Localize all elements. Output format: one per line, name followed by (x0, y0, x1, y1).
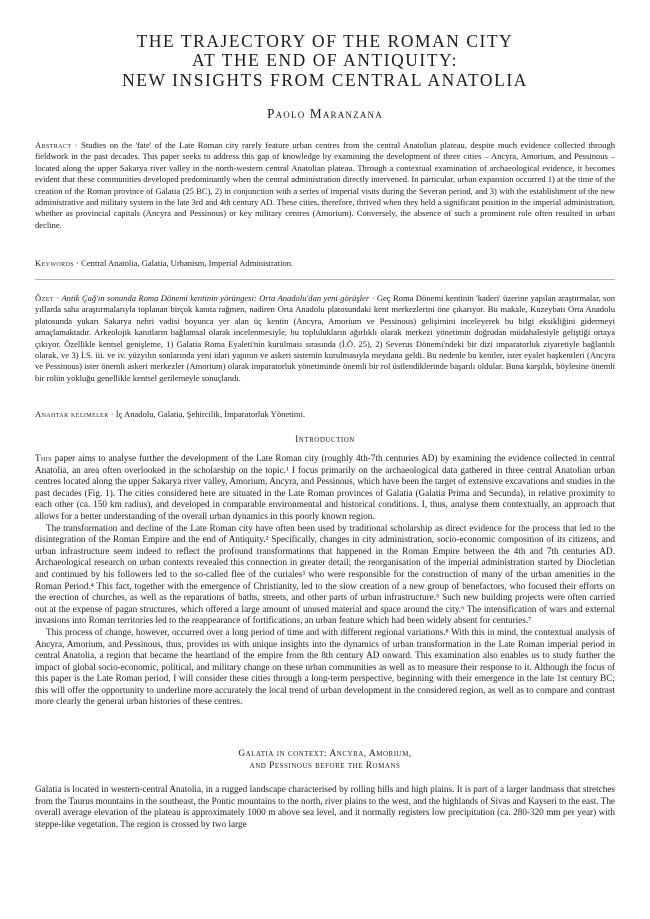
galatia-heading-line-2: and Pessinous before the Romans (249, 761, 401, 772)
anahtar-text: İç Anadolu, Galatia, Şehircilik, İmparatorluk Yönetimi. (115, 409, 306, 419)
keywords-label: Keywords (35, 258, 75, 268)
anahtar-label: Anahtar kelimeler (35, 409, 109, 419)
keywords (35, 258, 615, 269)
galatia-section-body (35, 784, 615, 830)
abstract (35, 140, 615, 231)
ozet-text: · Geç Roma Dönemi kentinin 'kaderi' üzerine yapılan araştırmalar, son yıllarda saha araştırmalarıyla toplanan birçok kanıta rağmen, nadiren Orta Anadolu platosundaki kent merkezlerini öne çıkarıyor. Bu makale, Kuzeybatı Orta Anadolu platosunda yukarı Sakarya nehri vadisi boyunca yer alan üç kentin (Ancyra, Amorium ve Pessinous) gelişimini inceleyerek bu bilgi eksikliğini gidermeyi amaçlamaktadır. Arkeolojik kanıtların bağlamsal olarak incelenmesiyle, bu toplulukların ağırlıklı olarak merkezi yönetimin doğrudan müdahalesiyle geliştiği ortaya çıkıyor. Özellikle kentsel genişleme, 1) Galatia Roma Eyaleti'nin kurulması sırasında (İ.Ö. 25), 2) Severus Dönemi'ndeki bir dizi imparatorluk ziyaretiyle bağlantılı olarak, ve 3) İ.S. iii. ve iv. yüzyılın sonlarında yeni idari yapının ve askeri sistemin kurulmasıyla meydana geldi. Bu nedenle bu kentler, ister eyalet başkentleri (Ancyra ve Pessinous) ister önemli askeri merkezler (Amorium) olarak imparatorluk yönetiminde önemli bir rol üstlendiklerinde başarılı oldular. Buna karşılık, böylesine önemli bir rolün yokluğu genellikle kentsel gerilemeyle sonuçlandı. (35, 293, 616, 383)
keywords-separator: · (74, 258, 82, 268)
introduction-body (35, 453, 615, 708)
title-line-2: AT THE END OF ANTIQUITY: (191, 50, 459, 71)
turkish-keywords (35, 409, 615, 420)
abstract-separator: · (71, 140, 82, 150)
galatia-paragraph-1: Galatia is located in western-central Anatolia, in a rugged landscape characterised by rolling hills and high plains. It is part of a larger landmass that stretches from the Taurus mountains in the southeast, the Pontic mountains to the north, river plains to the west, and the highlands of Sivas and Kayseri to the east. The overall average elevation of the plateau is approximately 1000 m above sea level, and it normally registers low precipitation (ca. 280-320 mm per year) with steppe-like vegetation. The region is crossed by two large (35, 784, 615, 829)
abstract-label: Abstract (35, 140, 72, 150)
galatia-heading-line-1: Galatia in context: Ancyra, Amorium, (238, 749, 412, 759)
author-name: Paolo Maranzana (267, 106, 383, 121)
ozet-separator: · (53, 293, 62, 303)
title-line-1: THE TRAJECTORY OF THE ROMAN CITY (136, 31, 514, 51)
ozet-label: Özet (35, 293, 54, 303)
anahtar-separator: · (108, 409, 116, 419)
abstract-text: Studies on the 'fate' of the Late Roman city rarely feature urban centres from the central Anatolian plateau, despite much evidence collected through fieldwork in the past decades. This paper seeks to address this gap of knowledge by examining the development of three cities – Ancyra, Amorium, and Pessinous – located along the upper Sakarya river valley in the north-western central Anatolian plateau. Through a contextual examination of archaeological evidence, it becomes evident that these communities developed predominantly when the central administration directly intervened. In particular, urban expansion occurred 1) at the time of the creation of the Roman province of Galatia (25 BC), 2) in conjunction with a series of imperial visits during the Severan period, and 3) with the establishment of the new administrative and military system in the late 3rd and 4th century AD. These cities, therefore, thrived when they held a significant position in the imperial administration, whether as provincial capitals (Ancyra and Pessinous) or key military centres (Amorium). Conversely, the absence of such a prominent role often resulted in urban decline. (35, 140, 615, 230)
article-title (35, 32, 615, 90)
intro-paragraph-1 (35, 453, 615, 523)
intro-paragraph-1-text: paper aims to analyse further the development of the Late Roman city (roughly 4th-7th centuries AD) by examining the evidence collected in central Anatolia, an area often overlooked in the scholarship on the topic.¹ I focus primarily on the archaeological data gathered in three central Anatolian urban centres located along the upper Sakarya river valley, Amorium, Ancyra, and Pessinous, which have been the target of extensive excavations and studies in the past decades (Fig. 1). The cities considered here are situated in the Late Roman provinces of Galatia (Galatia Prima and Secunda), in relative proximity to each other (ca. 150 km radius), and developed in comparable environmental and historical conditions. I, thus, analyse them contextually, an approach that allows for a better understanding of the overall urban dynamics in this poorly known region. (35, 453, 615, 521)
intro-lead-word: This (35, 453, 52, 463)
intro-paragraph-3: This process of change, however, occurred over a long period of time and with different regional variations.⁸ With this in mind, the contextual analysis of Ancyra, Amorium, and Pessinous, thus, provides us with unique insights into the dynamics of urban transformation in the Late Roman imperial period in central Anatolia, a region that became the heartland of the empire from the 8th century AD onward. This examination also enables us to study further the impact of global socio-economic, political, and military change on these urban communities as well as to measure their response to it. Although the focus of this paper is the Late Roman period, I will consider these cities through a long-term perspective, beginning with their emergence in the late 1st century BC; this will offer the opportunity to underline more accurately the local trend of urban development in the considered region, as well as to compare and contrast more clearly the general urban histories of these centres. (35, 626, 615, 707)
section-divider (35, 279, 615, 280)
keywords-text: Central Anatolia, Galatia, Urbanism, Imperial Administration. (81, 258, 294, 268)
intro-paragraph-2: The transformation and decline of the Late Roman city have often been used by traditional scholarship as direct evidence for the process that led to the disintegration of the Roman Empire and the end of Antiquity.² Specifically, changes in city administration, socio-economic composition of its citizens, and urban infrastructure seem indeed to reflect the profound transformations that happened in the Roman Empire between the 4th and 7th centuries AD. Archaeological research on urban contexts revealed this connection in greater detail; the reorganisation of the imperial administration started by Diocletian and continued by his followers led to the so-called flee of the curiales³ who were responsible for the construction of many of the urban amenities in the Roman Period.⁴ This fact, together with the emergence of Christianity, led to the slow creation of a new group of benefactors, who focused their efforts on the erection of churches, as well as the reparations of baths, streets, and other parts of urban infrastructure.⁵ Such new building projects were often carried out at the expense of pagan structures, which offered a large amount of unused material and space around the city.⁶ The intensification of wars and external invasions into Roman territories led to the reappearance of fortifications, an urban feature which had been widely absent for centuries.⁷ (35, 522, 615, 626)
turkish-abstract (35, 293, 615, 384)
introduction-heading: Introduction (295, 435, 355, 445)
galatia-section-heading (35, 748, 615, 772)
ozet-title: Antik Çağ'ın sonunda Roma Dönemi kentinin yörüngesi: Orta Anadolu'dan yeni görüşler (61, 293, 370, 303)
title-line-3: NEW INSIGHTS FROM CENTRAL ANATOLIA (122, 69, 528, 90)
